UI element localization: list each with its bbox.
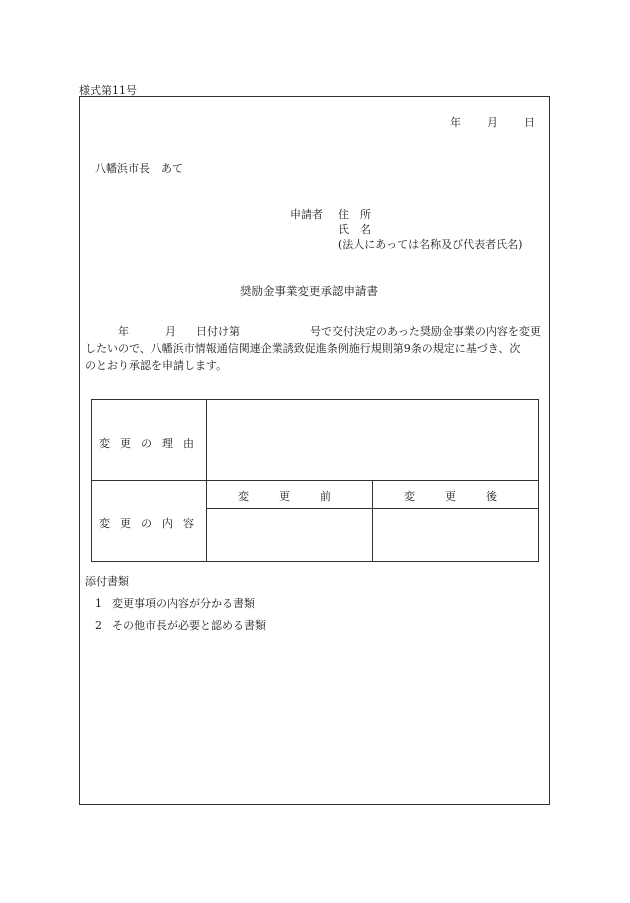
addressee: 八幡浜市長 あて <box>95 162 183 175</box>
attachments-title: 添付書類 <box>85 575 129 588</box>
body-text <box>85 323 547 374</box>
body-issue: 号で交付決定のあった奨励金事業の内容を変更 <box>310 325 541 338</box>
after-field[interactable] <box>374 510 537 560</box>
change-table <box>91 399 539 562</box>
body-month: 月 <box>165 325 176 338</box>
date-month: 月 <box>487 116 498 129</box>
reason-label: 変更の理由 <box>99 437 204 450</box>
body-line-3: のとおり承認を申請します。 <box>85 359 228 372</box>
date-day: 日 <box>524 116 535 129</box>
applicant-label: 申請者 <box>290 208 323 221</box>
date-year: 年 <box>450 116 461 129</box>
date-line <box>450 114 535 130</box>
attachment-item <box>95 595 255 611</box>
form-number: 様式第11号 <box>79 84 137 97</box>
table-divider <box>372 480 373 561</box>
content-label: 変更の内容 <box>99 517 204 530</box>
after-label: 変更後 <box>404 490 527 503</box>
address-label: 住所 <box>338 208 382 221</box>
body-day-ref: 日付け第 <box>196 325 240 338</box>
attachment-number: 2 <box>95 619 102 632</box>
table-divider <box>92 480 538 481</box>
reason-field[interactable] <box>208 401 537 479</box>
name-label: 氏名 <box>338 223 382 236</box>
corporation-note: (法人にあっては名称及び代表者氏名) <box>338 238 523 251</box>
attachment-text: その他市長が必要と認める書類 <box>112 619 266 632</box>
document-title: 奨励金事業変更承認申請書 <box>240 284 378 298</box>
attachment-item <box>95 617 266 633</box>
attachment-text: 変更事項の内容が分かる書類 <box>112 597 255 610</box>
body-year: 年 <box>118 325 129 338</box>
body-line-1 <box>85 323 547 340</box>
body-line-2: したいので、八幡浜市情報通信関連企業誘致促進条例施行規則第9条の規定に基づき、次 <box>85 342 521 355</box>
before-field[interactable] <box>208 510 371 560</box>
attachment-number: 1 <box>95 597 102 610</box>
before-label: 変更前 <box>238 490 361 503</box>
